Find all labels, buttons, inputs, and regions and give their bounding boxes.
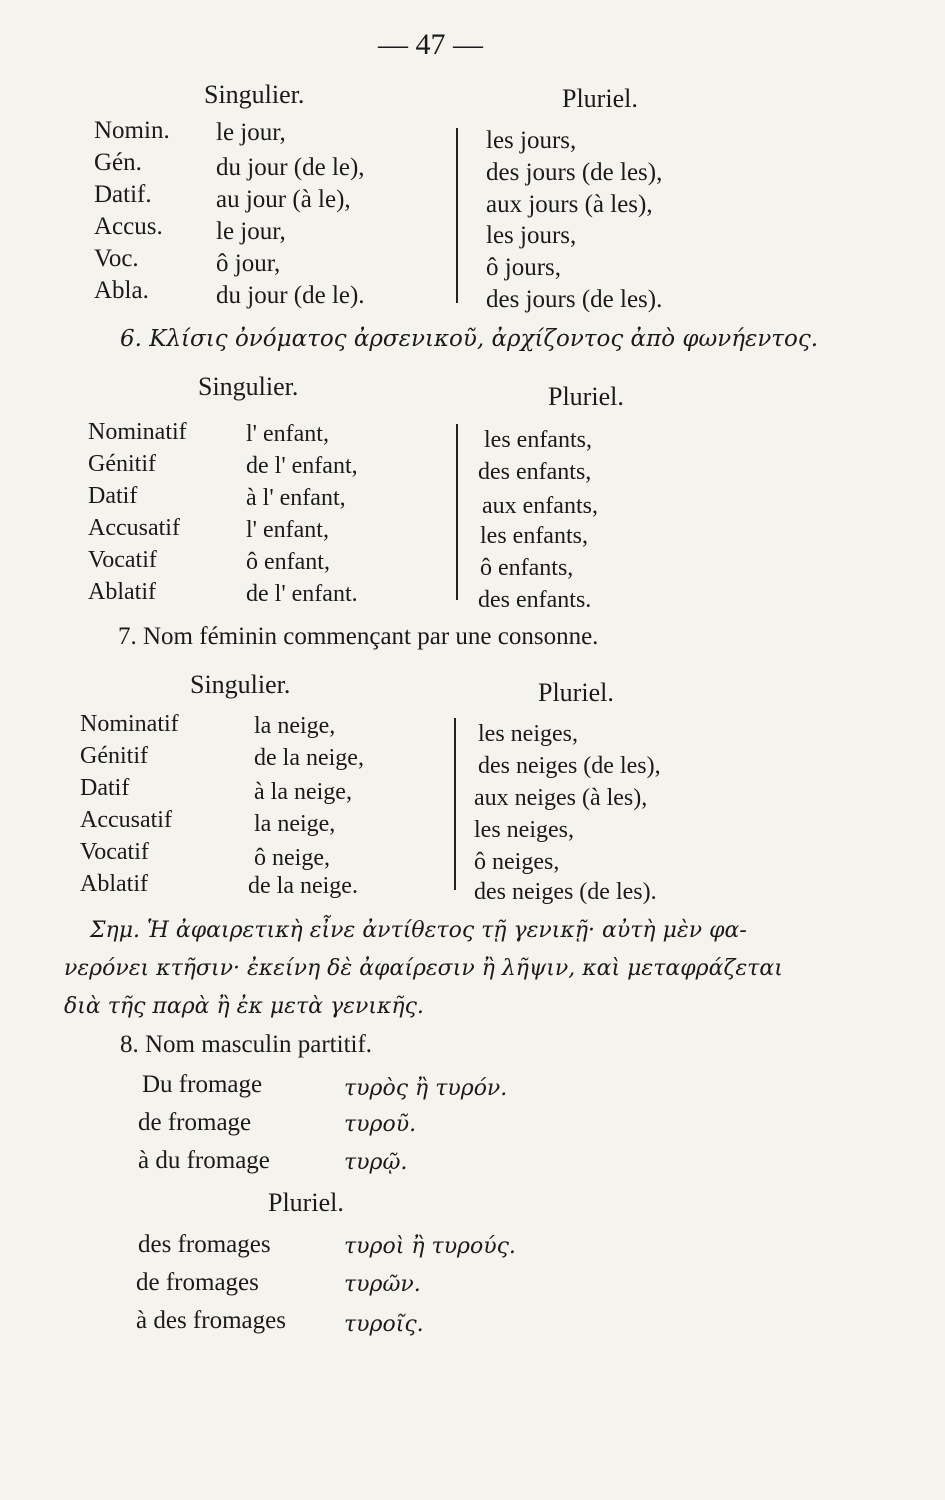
section5-plural: des jours (de les),	[486, 159, 663, 186]
section5-case: Nomin.	[94, 117, 170, 144]
section5-singular: au jour (à le),	[216, 186, 351, 213]
section6-case: Génitif	[88, 451, 156, 477]
section8-plural-greek: τυρῶν.	[344, 1272, 421, 1297]
section5-plural: les jours,	[486, 127, 577, 154]
section5-singular: le jour,	[216, 218, 286, 245]
section8-singular-greek: τυρὸς ἢ τυρόν.	[344, 1076, 508, 1101]
section6-singular: l' enfant,	[246, 517, 329, 543]
section7-column-divider	[454, 718, 456, 890]
section6-plural-header: Pluriel.	[548, 382, 624, 411]
section6-singular: ô enfant,	[246, 549, 330, 575]
section5-singular: le jour,	[216, 119, 286, 146]
section6-title: 6. Κλίσις ὀνόματος ἀρσενικοῦ, ἀρχίζοντος ἀπὸ φωνήεντος.	[120, 326, 819, 352]
section7-case: Génitif	[80, 743, 148, 769]
section5-singular-header: Singulier.	[204, 80, 305, 109]
section5-case: Accus.	[94, 213, 163, 240]
section5-case: Gén.	[94, 149, 142, 176]
note-line: νερόνει κτῆσιν· ἐκείνη δὲ ἀφαίρεσιν ἢ λῆψιν, καὶ μεταφράζεται	[64, 956, 783, 981]
section7-singular: de la neige,	[254, 745, 364, 771]
section5-plural: aux jours (à les),	[486, 191, 653, 218]
section6-case: Accusatif	[88, 515, 180, 541]
section6-plural: ô enfants,	[480, 555, 574, 581]
section7-plural: des neiges (de les).	[474, 879, 657, 905]
section8-singular-greek: τυρῷ.	[344, 1150, 408, 1175]
section6-singular: à l' enfant,	[246, 485, 346, 511]
note-line: διὰ τῆς παρὰ ἢ ἐκ μετὰ γενικῆς.	[64, 994, 424, 1019]
section6-plural: les enfants,	[484, 427, 592, 453]
section6-singular: l' enfant,	[246, 421, 329, 447]
page-number: — 47 —	[378, 28, 483, 61]
section7-plural: ô neiges,	[474, 849, 560, 875]
section7-plural: les neiges,	[478, 721, 578, 747]
section8-singular-greek: τυροῦ.	[344, 1112, 417, 1137]
section7-plural: les neiges,	[474, 817, 574, 843]
section7-title: 7. Nom féminin commençant par une consonne.	[118, 623, 599, 650]
section8-singular-french: Du fromage	[142, 1071, 263, 1098]
section5-singular: du jour (de le),	[216, 154, 365, 181]
section8-plural-french: à des fromages	[136, 1307, 286, 1334]
section6-plural: les enfants,	[480, 523, 588, 549]
section6-singular-header: Singulier.	[198, 372, 299, 401]
section5-singular: ô jour,	[216, 250, 281, 277]
section8-singular-french: de fromage	[138, 1109, 252, 1136]
section5-plural: ô jours,	[486, 254, 561, 281]
section5-plural: les jours,	[486, 222, 577, 249]
section5-plural-header: Pluriel.	[562, 84, 638, 113]
section8-plural-greek: τυροὶ ἢ τυρούς.	[344, 1234, 516, 1259]
section7-plural: des neiges (de les),	[478, 753, 661, 779]
section7-singular: à la neige,	[254, 779, 352, 805]
section7-singular: la neige,	[254, 811, 336, 837]
section5-case: Datif.	[94, 181, 152, 208]
section8-title: 8. Nom masculin partitif.	[120, 1031, 373, 1058]
section7-singular-header: Singulier.	[190, 670, 291, 699]
section7-case: Vocatif	[80, 839, 149, 865]
section7-singular: la neige,	[254, 713, 336, 739]
section8-singular-french: à du fromage	[138, 1147, 270, 1174]
section5-column-divider	[456, 128, 458, 303]
section6-case: Vocatif	[88, 547, 157, 573]
section8-plural-french: des fromages	[138, 1231, 271, 1258]
section6-case: Nominatif	[88, 419, 187, 445]
section6-plural: des enfants,	[478, 459, 592, 485]
section6-plural: des enfants.	[478, 587, 592, 613]
section8-plural-header: Pluriel.	[268, 1188, 344, 1217]
section7-singular: de la neige.	[248, 873, 358, 899]
section6-case: Datif	[88, 483, 138, 509]
section5-case: Abla.	[94, 277, 149, 304]
section7-plural-header: Pluriel.	[538, 678, 614, 707]
section7-plural: aux neiges (à les),	[474, 785, 648, 811]
section5-case: Voc.	[94, 245, 139, 272]
section8-plural-french: de fromages	[136, 1269, 259, 1296]
section7-case: Ablatif	[80, 871, 148, 897]
section5-singular: du jour (de le).	[216, 282, 365, 309]
section5-plural: des jours (de les).	[486, 286, 663, 313]
note-line: Σημ. Ἡ ἀφαιρετικὴ εἶνε ἀντίθετος τῇ γενικῇ· αὐτὴ μὲν φα-	[90, 918, 747, 943]
section6-singular: de l' enfant.	[246, 581, 358, 607]
section6-singular: de l' enfant,	[246, 453, 358, 479]
section6-case: Ablatif	[88, 579, 156, 605]
section6-plural: aux enfants,	[482, 493, 598, 519]
section7-case: Nominatif	[80, 711, 179, 737]
section7-singular: ô neige,	[254, 845, 330, 871]
section8-plural-greek: τυροῖς.	[344, 1312, 424, 1337]
section7-case: Accusatif	[80, 807, 172, 833]
section6-column-divider	[456, 424, 458, 600]
section7-case: Datif	[80, 775, 130, 801]
